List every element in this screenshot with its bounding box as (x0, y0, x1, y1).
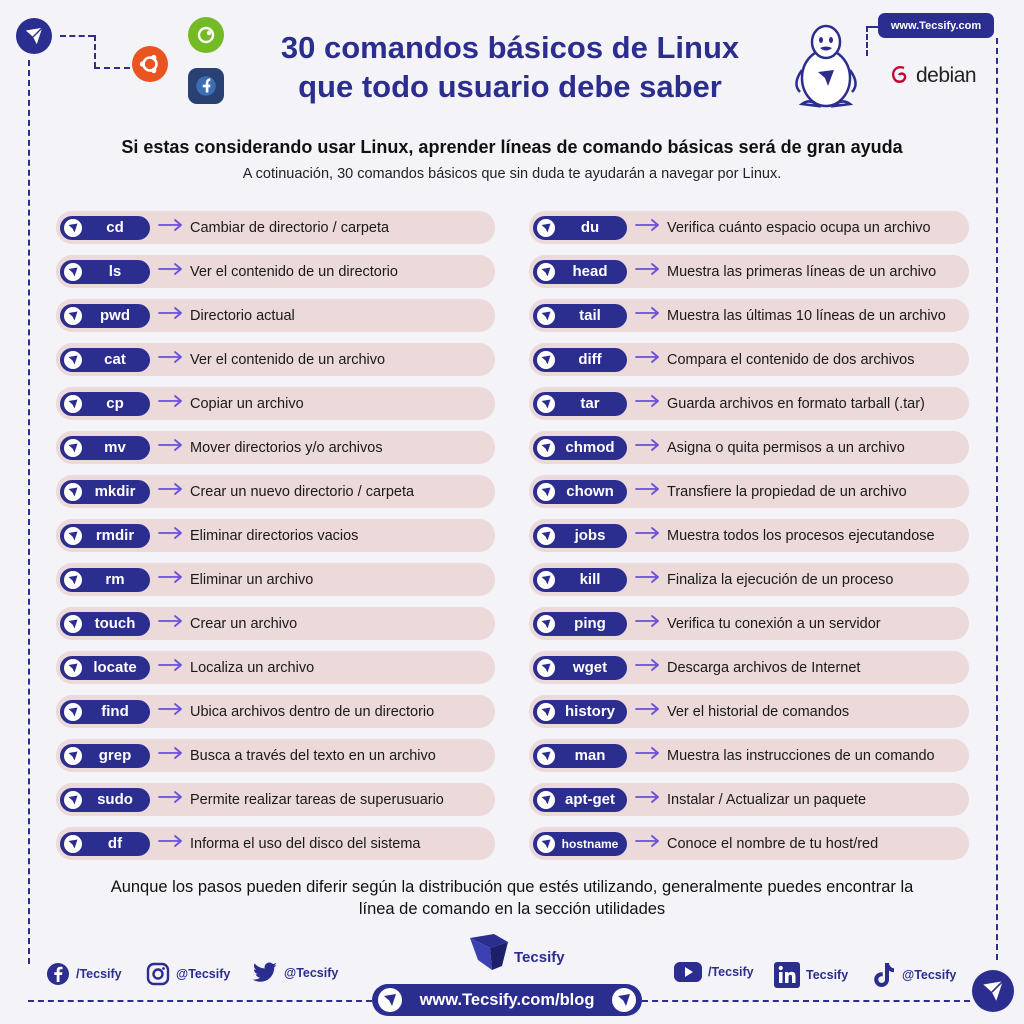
command-description: Ubica archivos dentro de un directorio (190, 703, 435, 720)
tecsify-logo-icon (537, 351, 555, 369)
command-description: Muestra todos los procesos ejecutandose (667, 527, 935, 544)
command-pill (60, 304, 150, 328)
arrow-right-icon (635, 526, 661, 545)
command-name: locate (93, 659, 137, 676)
command-row-wget (529, 651, 969, 684)
tecsify-logo-icon (612, 988, 636, 1012)
debian-swirl-icon (888, 62, 912, 90)
command-name: pwd (100, 307, 130, 324)
tecsify-logo-icon (537, 439, 555, 457)
facebook-icon (46, 962, 70, 986)
command-row-find (56, 695, 495, 728)
intro-subtitle: Si estas considerando usar Linux, aprender líneas de comando básicas será de gran ayuda (121, 137, 903, 157)
linkedin-icon (774, 962, 800, 988)
command-description: Permite realizar tareas de superusuario (190, 791, 444, 808)
blog-url[interactable]: www.Tecsify.com/blog (419, 990, 595, 1009)
command-row-jobs (529, 519, 969, 552)
command-description: Muestra las últimas 10 líneas de un archivo (667, 307, 946, 324)
blog-link-bar[interactable] (372, 984, 642, 1016)
tecsify-logo-icon (64, 263, 82, 281)
command-description: Localiza un archivo (190, 659, 315, 676)
command-description: Verifica cuánto espacio ocupa un archivo (667, 219, 931, 236)
arrow-right-icon (158, 262, 184, 281)
arrow-right-icon (635, 350, 661, 369)
command-description: Descarga archivos de Internet (667, 659, 861, 676)
arrow-right-icon (635, 218, 661, 237)
footer-note (50, 876, 974, 920)
tecsify-logo-icon (537, 263, 555, 281)
command-name: df (107, 835, 123, 852)
command-row-df (56, 827, 495, 860)
tux-penguin-icon (788, 20, 864, 112)
command-row-hostname (529, 827, 969, 860)
command-name: kill (579, 571, 601, 588)
command-pill (60, 568, 150, 592)
command-name: ping (574, 615, 606, 632)
command-name: chown (566, 483, 614, 500)
command-description: Conoce el nombre de tu host/red (667, 835, 879, 852)
tecsify-logo-icon (537, 615, 555, 633)
frame-left-side (28, 60, 30, 964)
command-list-right (529, 211, 969, 871)
frame-top-right-drop (866, 26, 868, 56)
command-pill (533, 436, 627, 460)
social-twitter[interactable] (252, 962, 338, 984)
command-pill (533, 612, 627, 636)
tecsify-logo-icon (64, 439, 82, 457)
arrow-right-icon (635, 702, 661, 721)
command-description: Copiar un archivo (190, 395, 304, 412)
command-pill (533, 304, 627, 328)
command-description: Crear un archivo (190, 615, 298, 632)
command-name: apt-get (565, 791, 615, 808)
tecsify-logo-icon (64, 219, 82, 237)
command-name: ls (108, 263, 122, 280)
command-pill (60, 656, 150, 680)
arrow-right-icon (635, 306, 661, 325)
tecsify-logo-icon (64, 747, 82, 765)
command-row-apt-get (529, 783, 969, 816)
tecsify-logo-icon (64, 791, 82, 809)
command-name: du (580, 219, 600, 236)
arrow-right-icon (635, 790, 661, 809)
arrow-right-icon (158, 438, 184, 457)
command-pill (60, 524, 150, 548)
command-pill (533, 348, 627, 372)
command-row-tar (529, 387, 969, 420)
tecsify-logo-icon (64, 483, 82, 501)
command-row-man (529, 739, 969, 772)
arrow-right-icon (635, 834, 661, 853)
tecsify-logo-icon (16, 18, 52, 54)
tecsify-logo-icon (64, 835, 82, 853)
command-name: man (574, 747, 606, 764)
command-row-history (529, 695, 969, 728)
linkedin-handle: Tecsify (806, 968, 849, 982)
tecsify-logo-icon (64, 395, 82, 413)
command-description: Directorio actual (190, 307, 295, 324)
instagram-icon (146, 962, 170, 986)
arrow-right-icon (158, 394, 184, 413)
command-description: Instalar / Actualizar un paquete (667, 791, 867, 808)
frame-right-side (996, 38, 998, 960)
command-row-chown (529, 475, 969, 508)
title-line-1: 30 comandos básicos de Linux (280, 30, 740, 65)
command-pill (533, 480, 627, 504)
command-name: find (101, 703, 129, 720)
social-linkedin[interactable] (774, 962, 848, 988)
tecsify-logo-icon (537, 571, 555, 589)
footer-note-line-1: Aunque los pasos pueden diferir según la distribución que estés utilizando, generalmente puedes encontrar la (110, 878, 914, 896)
site-badge[interactable]: www.Tecsify.com (878, 13, 994, 38)
arrow-right-icon (635, 438, 661, 457)
command-description: Crear un nuevo directorio / carpeta (190, 483, 415, 500)
command-description: Ver el contenido de un directorio (190, 263, 398, 280)
command-name: tail (579, 307, 601, 324)
arrow-right-icon (158, 350, 184, 369)
command-list-left (56, 211, 495, 871)
fedora-icon (188, 68, 224, 104)
command-pill (533, 832, 627, 856)
command-pill (60, 788, 150, 812)
tecsify-logo-icon (64, 703, 82, 721)
command-row-mv (56, 431, 495, 464)
command-row-pwd (56, 299, 495, 332)
command-name: mv (104, 439, 126, 456)
command-name: mkdir (94, 483, 136, 500)
tecsify-logo-icon (64, 307, 82, 325)
command-description: Ver el historial de comandos (667, 703, 850, 720)
arrow-right-icon (158, 834, 184, 853)
brand-label: Tecsify (514, 949, 565, 966)
command-pill (60, 744, 150, 768)
command-pill (533, 700, 627, 724)
command-row-locate (56, 651, 495, 684)
command-row-tail (529, 299, 969, 332)
command-pill (60, 832, 150, 856)
command-pill (533, 260, 627, 284)
command-description: Asigna o quita permisos a un archivo (667, 439, 905, 456)
command-pill (533, 392, 627, 416)
footer-note-line-2: línea de comando en la sección utilidades (358, 900, 666, 918)
command-row-diff (529, 343, 969, 376)
command-name: sudo (97, 791, 133, 808)
command-name: touch (94, 615, 136, 632)
arrow-right-icon (635, 482, 661, 501)
frame-bottom-right (642, 1000, 970, 1002)
command-pill (533, 788, 627, 812)
arrow-right-icon (158, 702, 184, 721)
frame-top-left-drop (94, 35, 96, 68)
command-row-cp (56, 387, 495, 420)
command-description: Muestra las primeras líneas de un archivo (667, 263, 937, 280)
arrow-right-icon (635, 262, 661, 281)
tecsify-logo-icon (537, 835, 555, 853)
page-title (230, 28, 790, 106)
tecsify-logo-icon (537, 659, 555, 677)
command-description: Informa el uso del disco del sistema (190, 835, 421, 852)
command-row-cd (56, 211, 495, 244)
tecsify-logo-icon (64, 571, 82, 589)
command-name: head (572, 263, 608, 280)
tecsify-logo-icon (64, 527, 82, 545)
command-name: wget (572, 659, 608, 676)
command-name: chmod (565, 439, 615, 456)
twitter-handle: @Tecsify (284, 966, 339, 980)
command-name: cp (106, 395, 124, 412)
command-description: Transfiere la propiedad de un archivo (667, 483, 907, 500)
command-pill (60, 260, 150, 284)
command-pill (533, 656, 627, 680)
command-pill (60, 700, 150, 724)
command-description: Mover directorios y/o archivos (190, 439, 383, 456)
tecsify-logo-icon (64, 659, 82, 677)
command-pill (60, 216, 150, 240)
arrow-right-icon (635, 658, 661, 677)
debian-logo (888, 62, 976, 90)
facebook-handle: /Tecsify (76, 967, 122, 981)
tecsify-cube-icon (468, 932, 512, 972)
arrow-right-icon (635, 570, 661, 589)
instagram-handle: @Tecsify (176, 967, 231, 981)
arrow-right-icon (635, 394, 661, 413)
command-name: grep (98, 747, 132, 764)
command-name: history (564, 703, 615, 720)
arrow-right-icon (158, 614, 184, 633)
command-row-rmdir (56, 519, 495, 552)
command-description: Finaliza la ejecución de un proceso (667, 571, 894, 588)
command-description: Ver el contenido de un archivo (190, 351, 386, 368)
command-name: rm (105, 571, 125, 588)
command-name: jobs (574, 527, 606, 544)
command-name: rmdir (95, 527, 135, 544)
arrow-right-icon (158, 570, 184, 589)
social-instagram[interactable] (146, 962, 230, 986)
arrow-right-icon (158, 306, 184, 325)
tecsify-logo-icon (537, 219, 555, 237)
arrow-right-icon (158, 790, 184, 809)
command-pill (533, 568, 627, 592)
command-description: Verifica tu conexión a un servidor (667, 615, 881, 632)
command-pill (60, 612, 150, 636)
frame-top-left (60, 35, 94, 37)
tecsify-logo-icon (972, 970, 1014, 1012)
command-name: tar (580, 395, 600, 412)
tecsify-logo-icon (537, 483, 555, 501)
frame-top-left-to-ubuntu (94, 67, 130, 69)
tiktok-icon (872, 962, 896, 988)
arrow-right-icon (635, 746, 661, 765)
tecsify-logo-icon (537, 307, 555, 325)
twitter-icon (252, 962, 278, 984)
tecsify-logo-icon (537, 703, 555, 721)
command-description: Eliminar directorios vacios (190, 527, 359, 544)
arrow-right-icon (158, 218, 184, 237)
arrow-right-icon (635, 614, 661, 633)
youtube-handle: /Tecsify (708, 965, 754, 979)
youtube-icon (674, 962, 702, 982)
arrow-right-icon (158, 526, 184, 545)
intro-lead: A cotinuación, 30 comandos básicos que sin duda te ayudarán a navegar por Linux. (242, 166, 782, 182)
command-pill (60, 436, 150, 460)
command-row-sudo (56, 783, 495, 816)
tecsify-logo-icon (378, 988, 402, 1012)
command-row-rm (56, 563, 495, 596)
command-description: Cambiar de directorio / carpeta (190, 219, 390, 236)
tecsify-logo-icon (537, 791, 555, 809)
social-youtube[interactable] (674, 962, 754, 982)
command-row-ls (56, 255, 495, 288)
command-pill (533, 216, 627, 240)
opensuse-icon (188, 17, 224, 53)
debian-label: debian (916, 64, 977, 87)
frame-bottom-left (28, 1000, 372, 1002)
title-line-2: que todo usuario debe saber (298, 69, 722, 104)
command-row-head (529, 255, 969, 288)
tecsify-brand (468, 932, 565, 972)
command-row-du (529, 211, 969, 244)
arrow-right-icon (158, 658, 184, 677)
command-pill (60, 348, 150, 372)
command-row-cat (56, 343, 495, 376)
command-description: Eliminar un archivo (190, 571, 314, 588)
command-row-mkdir (56, 475, 495, 508)
command-row-grep (56, 739, 495, 772)
command-pill (60, 480, 150, 504)
command-description: Muestra las instrucciones de un comando (667, 747, 935, 764)
tecsify-logo-icon (64, 351, 82, 369)
tiktok-handle: @Tecsify (902, 968, 957, 982)
ubuntu-icon (132, 46, 168, 82)
command-pill (533, 524, 627, 548)
command-name: cat (104, 351, 126, 368)
command-name: diff (578, 351, 602, 368)
tecsify-logo-icon (64, 615, 82, 633)
tecsify-logo-icon (537, 395, 555, 413)
command-pill (533, 744, 627, 768)
command-description: Compara el contenido de dos archivos (667, 351, 915, 368)
command-name: hostname (561, 836, 619, 851)
command-name: cd (106, 219, 124, 236)
social-tiktok[interactable] (872, 962, 956, 988)
command-row-chmod (529, 431, 969, 464)
command-row-kill (529, 563, 969, 596)
social-facebook[interactable] (46, 962, 122, 986)
command-pill (60, 392, 150, 416)
command-row-ping (529, 607, 969, 640)
arrow-right-icon (158, 482, 184, 501)
tecsify-logo-icon (537, 747, 555, 765)
arrow-right-icon (158, 746, 184, 765)
command-description: Busca a través del texto en un archivo (190, 747, 436, 764)
command-description: Guarda archivos en formato tarball (.tar) (667, 395, 925, 412)
command-row-touch (56, 607, 495, 640)
tecsify-logo-icon (537, 527, 555, 545)
